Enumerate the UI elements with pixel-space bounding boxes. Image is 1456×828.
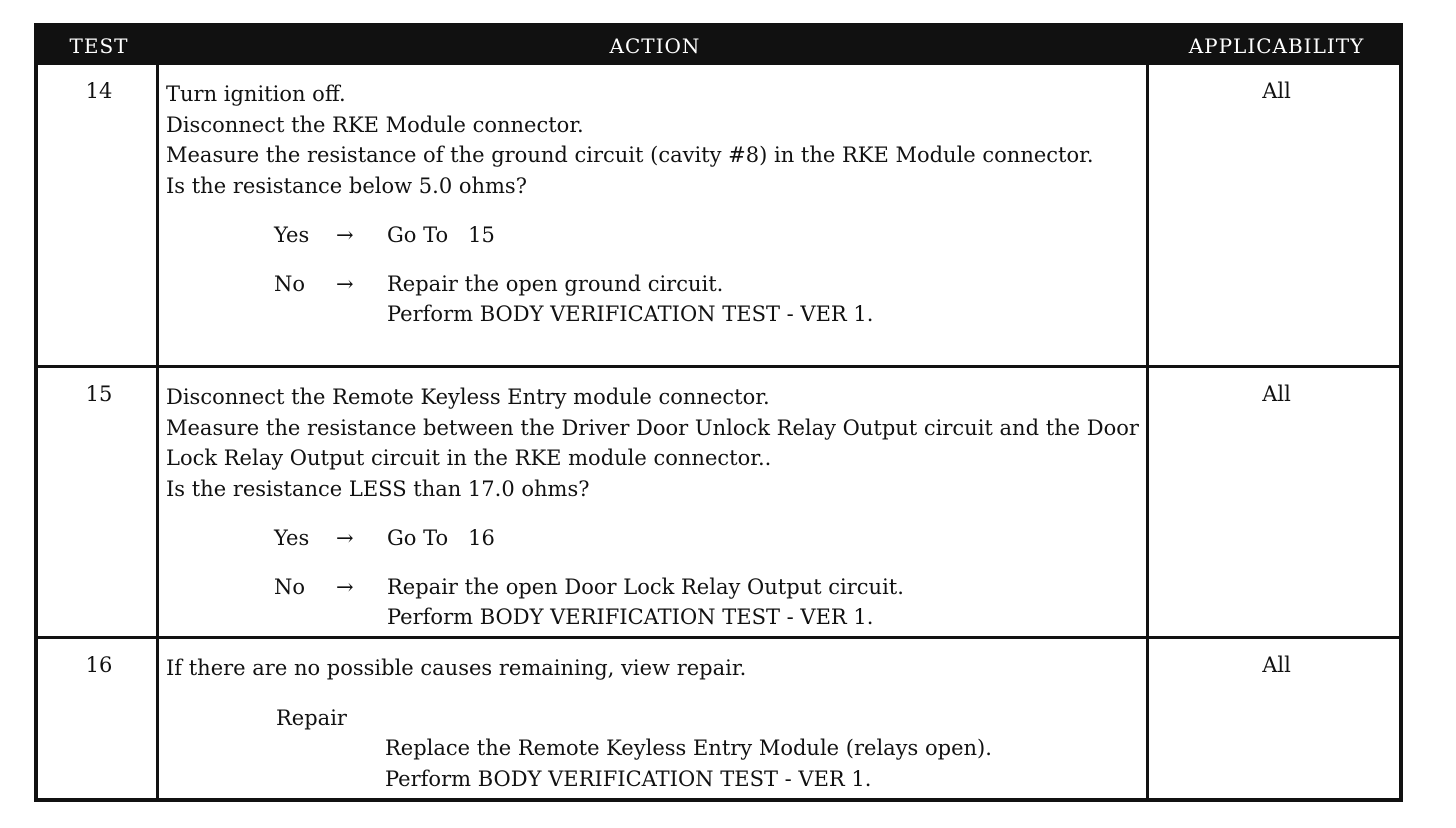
diagnostic-test-table — [34, 23, 1403, 802]
table-header — [38, 27, 1399, 65]
action-line: Disconnect the Remote Keyless Entry module connector. — [166, 385, 770, 409]
action-line: Measure the resistance between the Driver Door Unlock Relay Output circuit and the Door Lock Relay Output circuit in the RKE module connector.. — [166, 415, 1139, 470]
yes-result: Go To 15 — [387, 223, 495, 247]
yes-branch — [166, 523, 1144, 553]
yes-label: Yes — [274, 223, 310, 247]
no-result: Repair the open ground circuit. — [387, 272, 724, 296]
action-line: If there are no possible causes remaining, view repair. — [166, 656, 747, 680]
action-line: Disconnect the RKE Module connector. — [166, 112, 584, 137]
no-branch — [166, 269, 1144, 299]
test-number: 16 — [85, 653, 113, 677]
no-branch-continued — [166, 299, 1144, 329]
arrow-icon: → — [336, 272, 354, 296]
repair-line: Perform BODY VERIFICATION TEST - VER 1. — [385, 766, 872, 791]
applicability-value: All — [1262, 382, 1291, 406]
action-cell — [166, 79, 1144, 329]
repair-line: Replace the Remote Keyless Entry Module (relays open). — [385, 736, 992, 760]
test-number: 15 — [85, 382, 113, 406]
repair-label: Repair — [276, 705, 347, 730]
no-result-verification: Perform BODY VERIFICATION TEST - VER 1. — [387, 302, 874, 326]
table-row — [38, 639, 1399, 799]
no-label: No — [274, 272, 306, 296]
arrow-icon: → — [336, 575, 354, 599]
no-result-verification: Perform BODY VERIFICATION TEST - VER 1. — [387, 605, 874, 629]
applicability-value: All — [1262, 653, 1291, 677]
table-row — [38, 368, 1399, 636]
yes-branch — [166, 220, 1144, 250]
applicability-value: All — [1262, 79, 1291, 103]
arrow-icon: → — [336, 223, 354, 247]
no-branch-continued — [166, 602, 1144, 632]
test-number: 14 — [85, 79, 113, 103]
header-action: ACTION — [609, 34, 701, 58]
no-label: No — [274, 575, 306, 599]
no-branch — [166, 572, 1144, 602]
action-cell — [166, 382, 1144, 632]
action-line: Measure the resistance of the ground circuit (cavity #8) in the RKE Module connector. — [166, 143, 1094, 167]
table-row — [38, 65, 1399, 365]
action-line: Is the resistance below 5.0 ohms? — [166, 173, 527, 198]
arrow-icon: → — [336, 526, 354, 550]
header-test: TEST — [69, 34, 129, 58]
header-applicability: APPLICABILITY — [1188, 34, 1365, 58]
action-cell — [166, 653, 1144, 794]
action-line: Turn ignition off. — [166, 82, 346, 106]
action-line: Is the resistance LESS than 17.0 ohms? — [166, 476, 590, 501]
yes-label: Yes — [274, 526, 310, 550]
yes-result: Go To 16 — [387, 526, 495, 550]
no-result: Repair the open Door Lock Relay Output circuit. — [387, 575, 904, 599]
